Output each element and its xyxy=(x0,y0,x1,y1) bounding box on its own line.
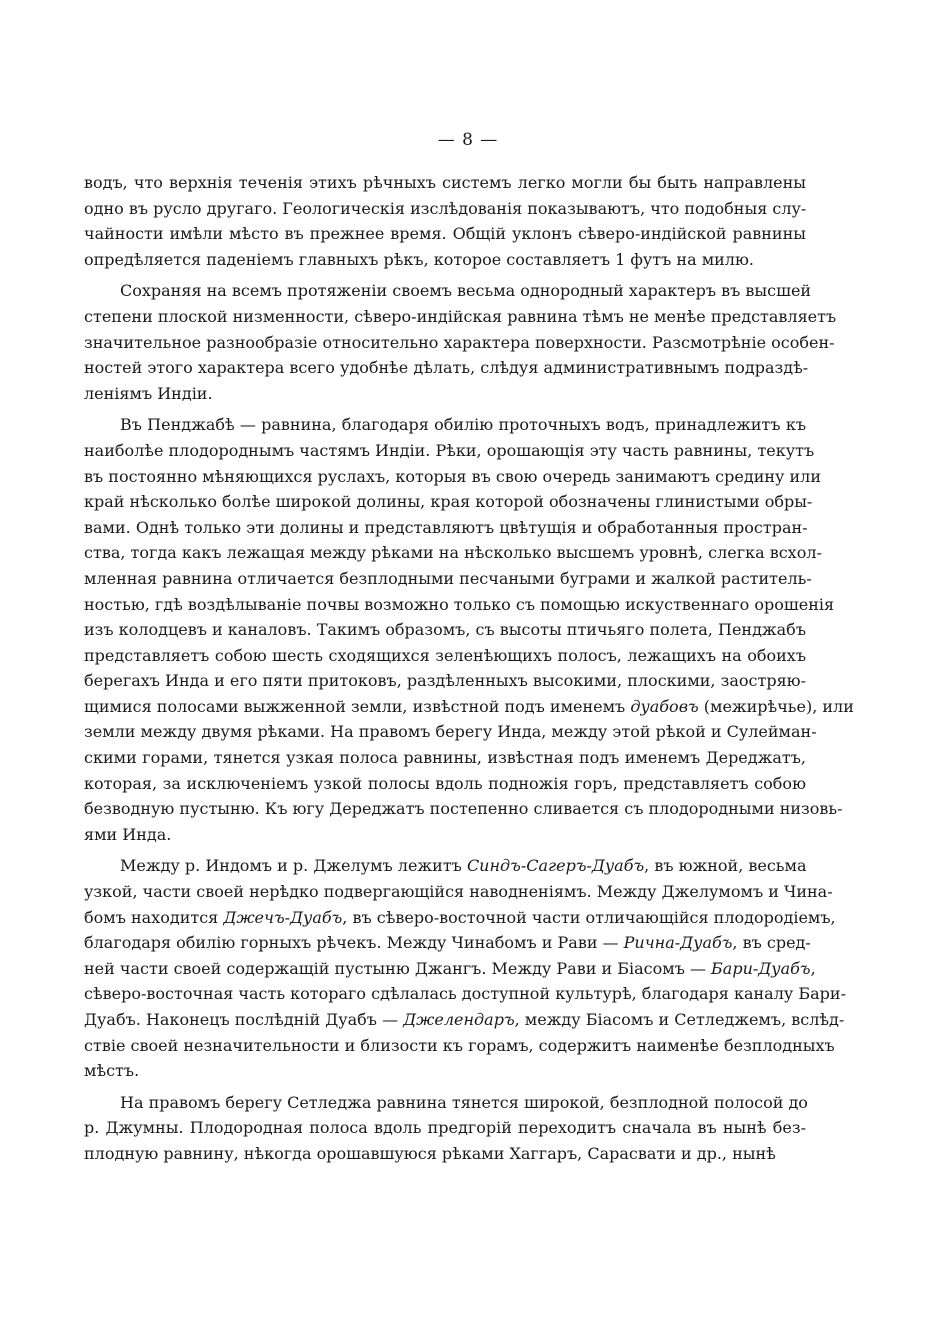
text-line: земли между двумя рѣками. На правомъ берегу Инда, между этой рѣкой и Сулейман- xyxy=(84,722,817,742)
text-line: ства, тогда какъ лежащая между рѣками на нѣсколько высшемъ уровнѣ, слегка всхол- xyxy=(84,543,822,563)
text-line: На правомъ берегу Сетледжа равнина тянется широкой, безплодной полосой до xyxy=(120,1092,808,1112)
text-line: въ постоянно мѣняющихся руслахъ, которыя въ свою очередь занимаютъ средину или xyxy=(84,466,822,486)
text-line: сѣверо-восточная часть котораго сдѣлалась доступной культурѣ, благодаря каналу Бари- xyxy=(84,984,846,1004)
text-line: ствіе своей незначительности и близости къ горамъ, содержитъ наименѣе безплодныхъ xyxy=(84,1035,835,1055)
text-line: значительное разнообразіе относительно характера поверхности. Разсмотрѣніе особен- xyxy=(84,332,835,352)
text-line: Между р. Индомъ и р. Джелумъ лежитъ Синдъ-Сагеръ-Дуабъ, въ южной, весьма xyxy=(120,856,807,876)
text-line: леніямъ Индіи. xyxy=(84,383,213,403)
text-line: благодаря обилію горныхъ рѣчекъ. Между Чинабомъ и Рави — Рична-Дуабъ, въ сред- xyxy=(84,933,811,953)
text-line: щимися полосами выжженной земли, извѣстной подъ именемъ дуабовъ (межирѣчье), или xyxy=(84,696,854,716)
text-line: одно въ русло другаго. Геологическія изслѣдованія показываютъ, что подобныя слу- xyxy=(84,198,807,218)
text-line: р. Джумны. Плодородная полоса вдоль предгорій переходитъ сначала въ нынѣ без- xyxy=(84,1118,806,1138)
text-line: бомъ находится Джечъ-Дуабъ, въ сѣверо-восточной части отличающійся плодородіемъ, xyxy=(84,907,836,927)
text-line: чайности имѣли мѣсто въ прежнее время. Общій уклонъ сѣверо-индійской равнины xyxy=(84,224,806,244)
text-line: вами. Однѣ только эти долины и представляютъ цвѣтущія и обработанныя простран- xyxy=(84,517,808,537)
text-line: берегахъ Инда и его пяти притоковъ, раздѣленныхъ высокими, плоскими, заостряю- xyxy=(84,671,806,691)
text-line: Дуабъ. Наконецъ послѣдній Дуабъ — Джелендаръ, между Біасомъ и Сетледжемъ, вслѣд- xyxy=(84,1010,845,1029)
text-line: безводную пустыню. Къ югу Дереджатъ постепенно сливается съ плодородными низовь- xyxy=(84,799,843,819)
paragraph xyxy=(84,853,846,1083)
text-line: ностей этого характера всего удобнѣе дѣлать, слѣдуя административнымъ подраздѣ- xyxy=(84,358,809,378)
text-line: мѣстъ. xyxy=(84,1061,140,1081)
paragraph xyxy=(84,1090,806,1167)
text-line: представляетъ собою шесть сходящихся зеленѣющихъ полосъ, лежащихъ на обоихъ xyxy=(84,645,806,665)
text-line: край нѣсколько болѣе широкой долины, края которой обозначены глинистыми обры- xyxy=(84,492,813,512)
text-line: ностью, гдѣ воздѣлываніе почвы возможно только съ помощью искуственнаго орошенія xyxy=(84,594,835,614)
text-line: Въ Пенджабѣ — равнина, благодаря обилію проточныхъ водъ, принадлежитъ къ xyxy=(120,415,806,435)
text-block xyxy=(84,170,854,1167)
text-line: степени плоской низменности, сѣверо-индійская равнина тѣмъ не менѣе представляетъ xyxy=(84,306,837,326)
paragraph xyxy=(84,412,854,847)
text-line: опредѣляется паденіемъ главныхъ рѣкъ, которое составляетъ 1 футъ на милю. xyxy=(84,249,754,269)
text-line: водъ, что верхнія теченія этихъ рѣчныхъ системъ легко могли бы быть направлены xyxy=(84,173,806,192)
text-line: плодную равнину, нѣкогда орошавшуюся рѣками Хаггаръ, Сарасвати и др., нынѣ xyxy=(84,1143,776,1163)
text-line: узкой, части своей нерѣдко подвергающійся наводненіямъ. Между Джелумомъ и Чина- xyxy=(84,882,833,902)
text-line: мленная равнина отличается безплодными песчаными буграми и жалкой раститель- xyxy=(84,568,812,588)
page-number: — 8 — xyxy=(437,130,499,150)
paragraph xyxy=(84,170,806,272)
text-line: скими горами, тянется узкая полоса равнины, извѣстная подъ именемъ Дереджатъ, xyxy=(84,748,806,768)
text-line: изъ колодцевъ и каналовъ. Такимъ образомъ, съ высоты птичьяго полета, Пенджабъ xyxy=(84,620,806,640)
text-line: Сохраняя на всемъ протяженіи своемъ весьма однородный характеръ въ высшей xyxy=(120,281,812,301)
text-line: наиболѣе плодороднымъ частямъ Индіи. Рѣки, орошающія эту часть равнины, текутъ xyxy=(84,440,815,460)
text-line: ями Инда. xyxy=(84,824,172,844)
paragraph xyxy=(84,278,837,406)
text-line: которая, за исключеніемъ узкой полосы вдоль подножія горъ, представляетъ собою xyxy=(84,773,806,793)
text-line: ней части своей содержащій пустыню Джангъ. Между Рави и Біасомъ — Бари-Дуабъ, xyxy=(84,958,816,978)
